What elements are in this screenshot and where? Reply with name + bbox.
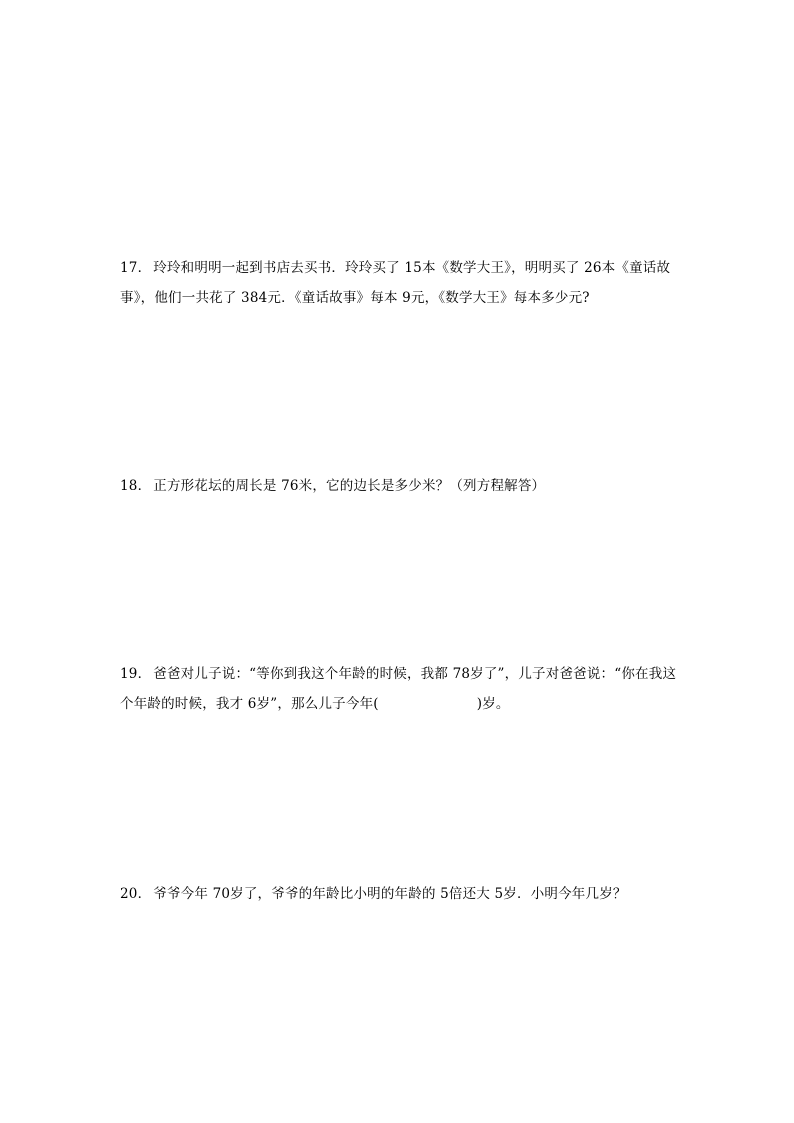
question-20: [120, 879, 680, 909]
question-19-text-line-1: 爸爸对儿子说：“等你到我这个年龄的时候，我都 78岁了”，儿子对爸爸说：“你在我这: [153, 666, 677, 682]
question-17: [120, 253, 680, 313]
question-17-number: 17．: [120, 260, 152, 276]
question-19-number: 19．: [120, 666, 152, 682]
question-18-text: 正方形花坛的周长是 76米，它的边长是多少米？（列方程解答）: [153, 478, 546, 494]
question-18-line-1: [120, 471, 680, 501]
question-20-line-1: [120, 879, 680, 909]
question-19-line-1: [120, 659, 680, 689]
question-17-text-line-1: 玲玲和明明一起到书店去买书．玲玲买了 15本《数学大王》，明明买了 26本《童话故: [153, 260, 671, 276]
question-19-text-after-blank: )岁。: [476, 696, 510, 712]
question-19-text-before-blank: 个年龄的时候，我才 6岁”，那么儿子今年(: [120, 696, 379, 712]
question-17-text-line-2: 事》，他们一共花了 384元．《童话故事》每本 9元，《数学大王》每本多少元?: [120, 290, 590, 306]
question-19: [120, 659, 680, 719]
question-18: [120, 471, 680, 501]
question-17-line-1: [120, 253, 680, 283]
question-20-text: 爷爷今年 70岁了，爷爷的年龄比小明的年龄的 5倍还大 5岁．小明今年几岁？: [153, 886, 627, 902]
question-20-number: 20．: [120, 886, 152, 902]
question-19-line-2: [120, 689, 680, 719]
question-18-number: 18．: [120, 478, 152, 494]
